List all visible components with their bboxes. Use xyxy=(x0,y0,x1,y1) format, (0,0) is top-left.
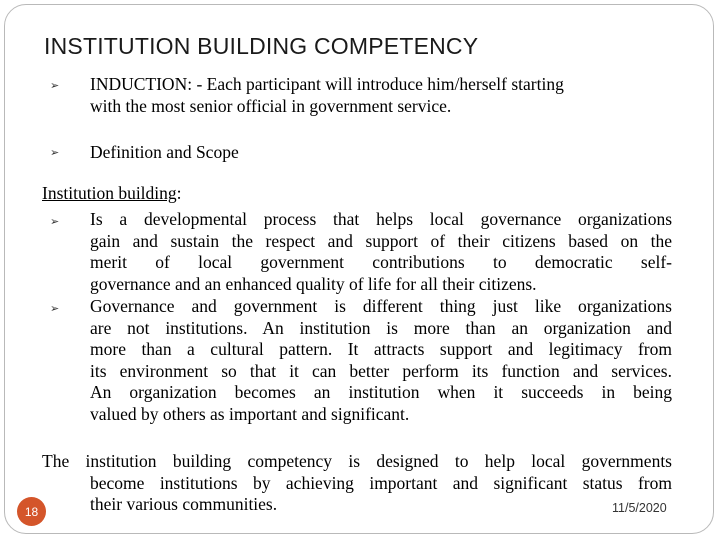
slide-date: 11/5/2020 xyxy=(612,501,667,515)
induction-text: : - Each participant will introduce him/herself starting xyxy=(187,74,564,94)
sub-bullet-1-line: merit of local government contributions to democratic self- xyxy=(90,252,672,272)
definition-text: Definition and Scope xyxy=(90,142,239,162)
bullet-arrow-icon: ➢ xyxy=(50,79,60,92)
sub-bullet-1-line: governance and an enhanced quality of life for all their citizens. xyxy=(90,273,537,294)
sub-bullet-2-line: more than a cultural pattern. It attracts support and legitimacy from xyxy=(90,339,672,359)
closing-paragraph xyxy=(42,451,672,516)
sub-bullet-2-line: its environment so that it can better perform its function and services. xyxy=(90,360,672,381)
sub-bullet-2-line: Governance and government is different thing just like organizations xyxy=(90,296,672,316)
bullet-arrow-icon: ➢ xyxy=(50,215,60,228)
sub-bullet-1-line: Is a developmental process that helps local governance organizations xyxy=(90,209,672,229)
page-number-badge xyxy=(17,497,46,526)
sub-bullet-1-line: gain and sustain the respect and support of their citizens based on the xyxy=(90,230,672,251)
closing-line: their various communities. xyxy=(90,494,278,514)
sub-bullet-2-line: are not institutions. An institution is more than an organization and xyxy=(90,317,672,338)
bullet-arrow-icon: ➢ xyxy=(50,302,60,315)
sub-bullet-2-line: An organization becomes an institution when it succeeds in being xyxy=(90,382,672,402)
bullet-induction xyxy=(90,74,690,117)
closing-line: become institutions by achieving important and significant status from xyxy=(90,472,672,493)
page-number: 18 xyxy=(24,504,39,519)
sub-bullet-1 xyxy=(90,209,672,295)
section-heading xyxy=(42,183,182,205)
sub-bullet-2-line: valued by others as important and significant. xyxy=(90,403,410,424)
induction-text-2: with the most senior official in government service. xyxy=(90,95,452,116)
section-heading-colon: : xyxy=(176,183,182,203)
slide-title: INSTITUTION BUILDING COMPETENCY xyxy=(44,33,479,59)
section-heading-text: Institution building xyxy=(42,183,177,203)
bullet-arrow-icon: ➢ xyxy=(50,146,60,159)
bullet-definition xyxy=(90,142,690,164)
sub-bullet-2 xyxy=(90,296,672,425)
closing-line: The institution building competency is designed to help local governments xyxy=(42,451,672,471)
induction-lead: INDUCTION xyxy=(90,74,188,94)
